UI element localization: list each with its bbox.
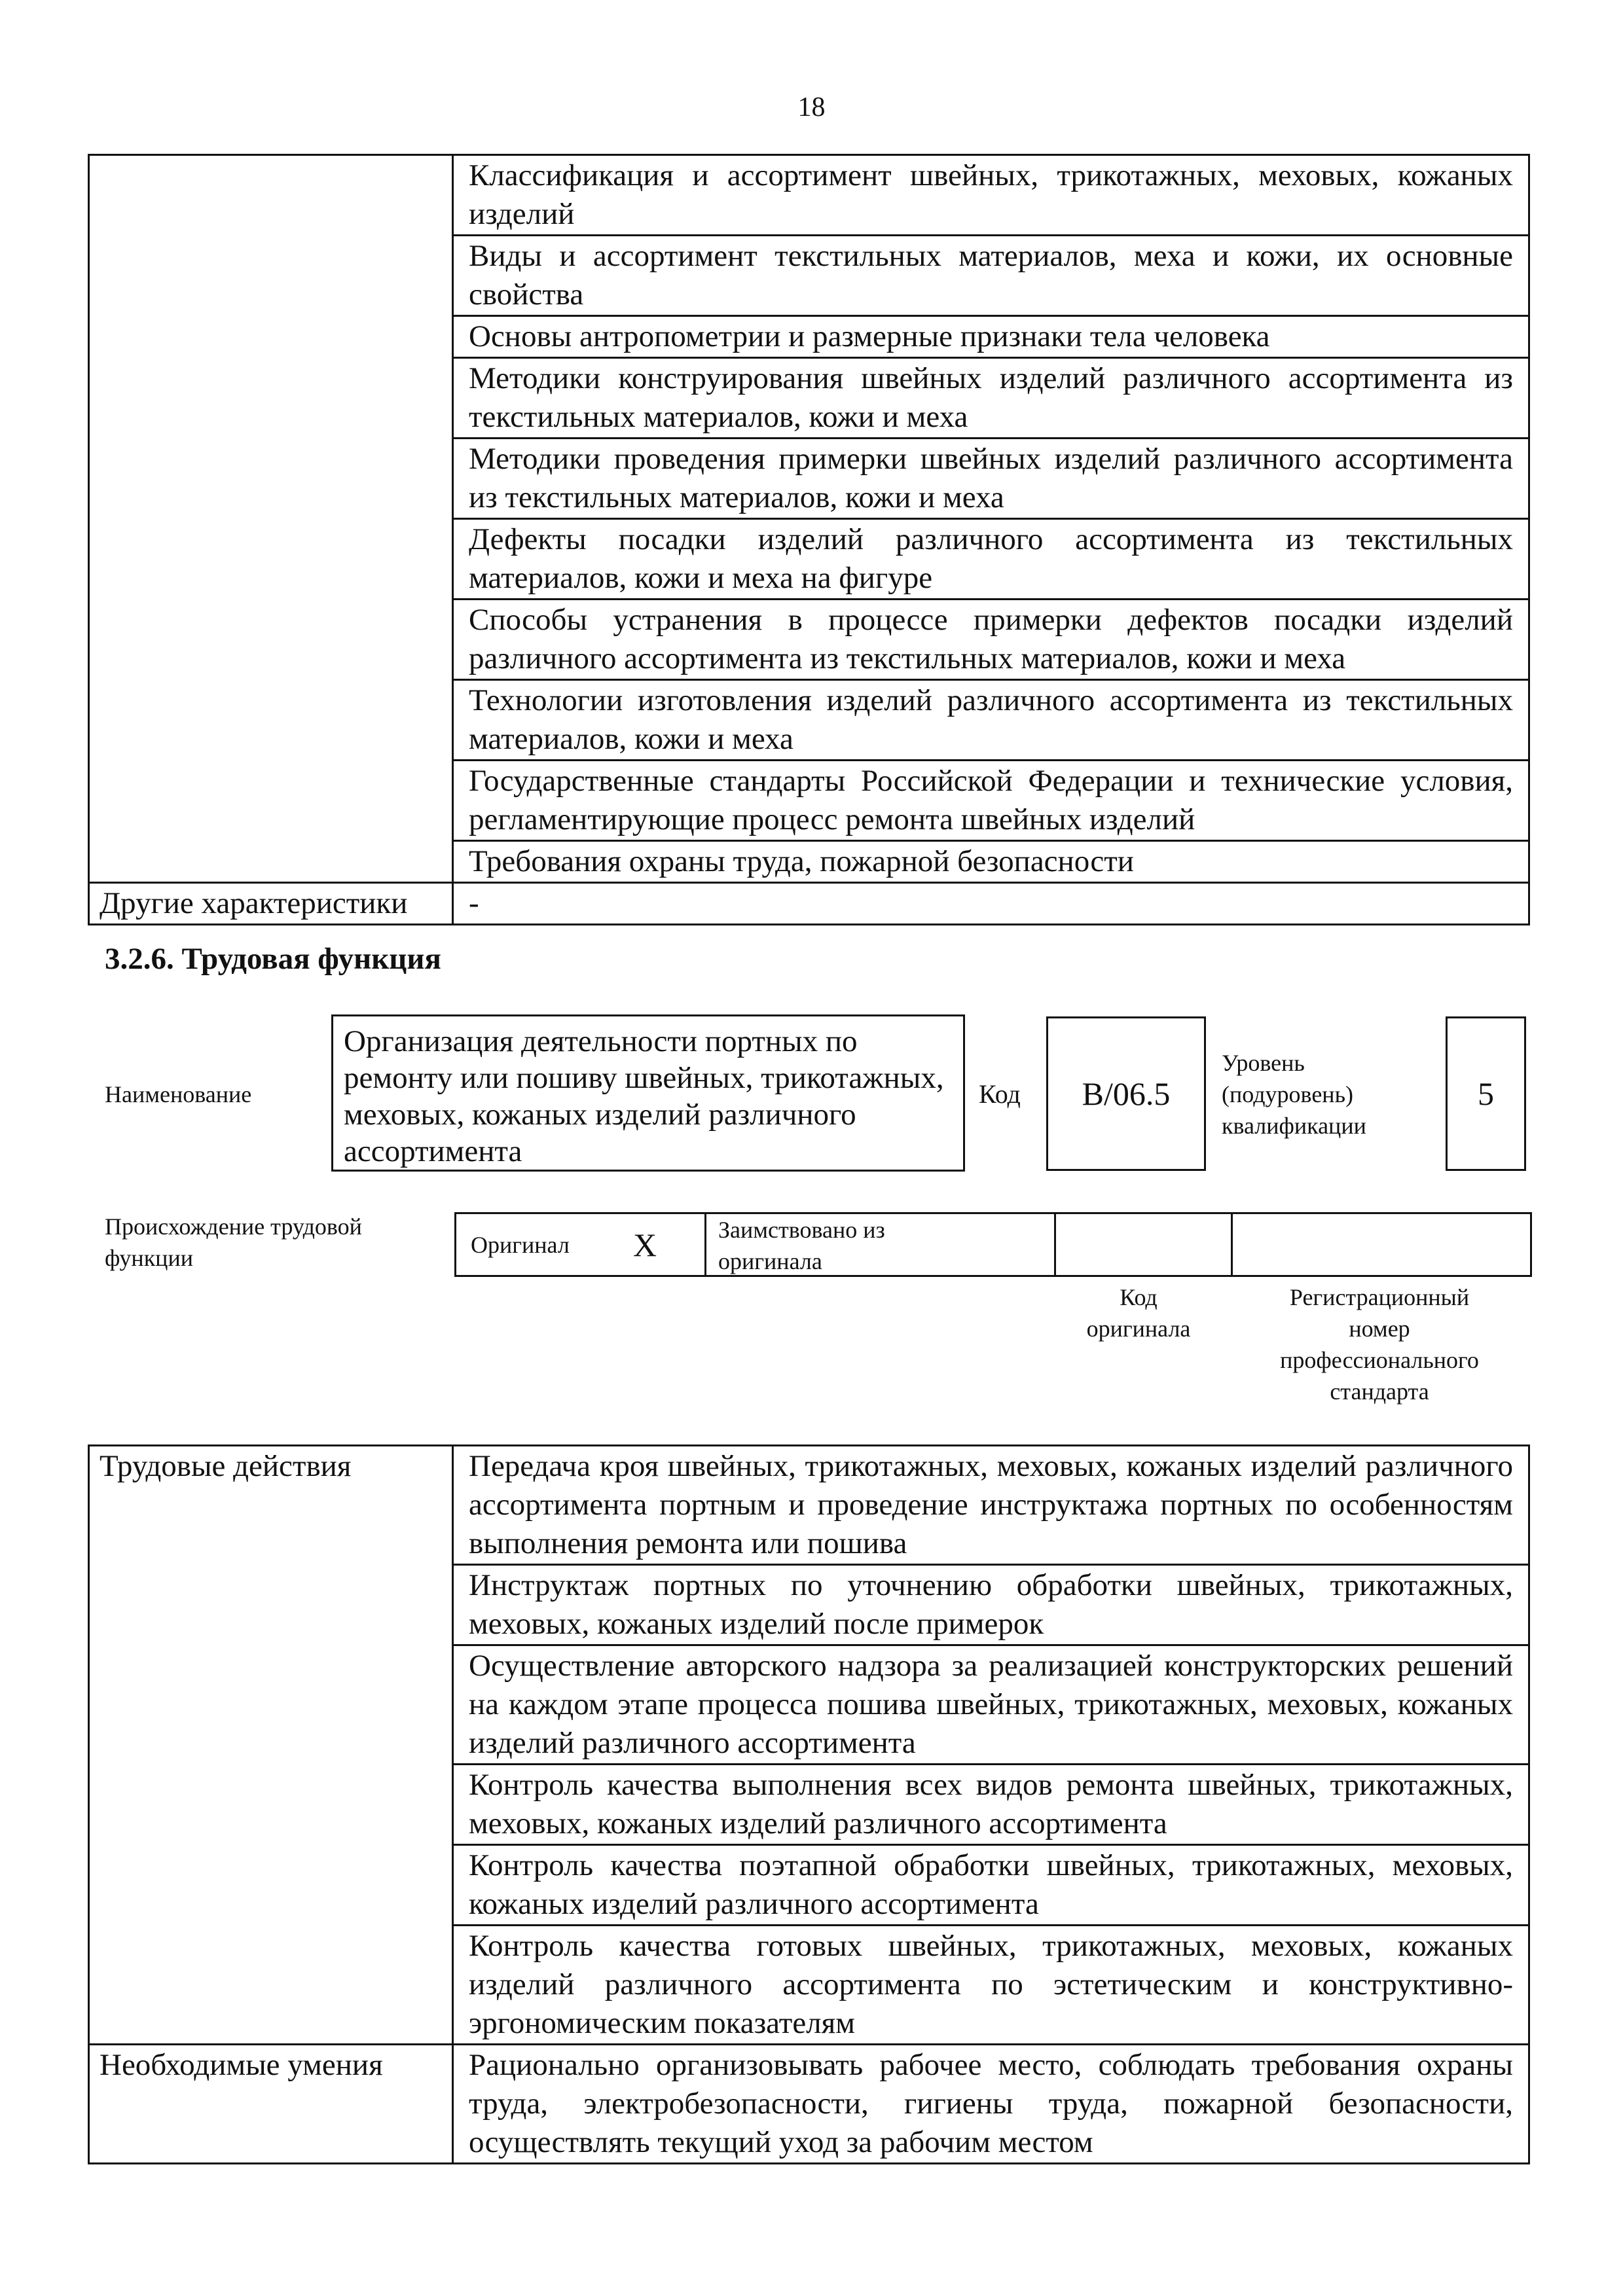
original-mark: X xyxy=(633,1227,657,1263)
original-cell xyxy=(456,1214,706,1275)
page-number: 18 xyxy=(797,92,826,122)
reg-number-note xyxy=(1231,1282,1528,1407)
name-label: Наименование xyxy=(105,1081,252,1107)
knowledge-table xyxy=(88,154,1530,925)
origin-label-line: функции xyxy=(105,1245,193,1271)
original-label: Оригинал xyxy=(471,1232,570,1258)
knowledge-item: Основы антропометрии и размерные признаки тела человека xyxy=(453,316,1529,358)
knowledge-left-empty-cell xyxy=(89,155,453,883)
borrowed-label-line: Заимствовано из xyxy=(718,1217,885,1243)
reg-number-note-line: стандарта xyxy=(1330,1378,1429,1405)
origin-label xyxy=(105,1211,362,1274)
knowledge-item: Государственные стандарты Российской Федерации и технические условия, регламентирующие процесс ремонта швейных изделий xyxy=(453,761,1529,841)
action-item: Осуществление авторского надзора за реализацией конструкторских решений на каждом этапе процесса пошива швейных, трикотажных, меховых, кожаных изделий различного ассортимента xyxy=(453,1645,1529,1765)
level-label-block xyxy=(1222,1047,1366,1141)
action-item: Инструктаж портных по уточнению обработки швейных, трикотажных, меховых, кожаных изделий после примерок xyxy=(453,1565,1529,1645)
function-name-box: Организация деятельности портных по ремонту или пошиву швейных, трикотажных, меховых, кожаных изделий различного ассортимента xyxy=(331,1014,965,1172)
reg-number-note-line: профессионального xyxy=(1280,1347,1479,1373)
level-value-box: 5 xyxy=(1446,1016,1526,1171)
action-item: Контроль качества готовых швейных, трикотажных, меховых, кожаных изделий различного ассортимента по эстетическим и конструктивно-эргономическим показателям xyxy=(453,1926,1529,2045)
knowledge-item: Технологии изготовления изделий различного ассортимента из текстильных материалов, кожи и меха xyxy=(453,680,1529,761)
action-item: Передача кроя швейных, трикотажных, меховых, кожаных изделий различного ассортимента портным и проведение инструктажа портных по особенностям выполнения ремонта или пошива xyxy=(453,1446,1529,1565)
code-original-cell xyxy=(1056,1214,1233,1275)
origin-label-line: Происхождение трудовой xyxy=(105,1213,362,1240)
other-characteristics-value: - xyxy=(453,883,1529,925)
borrowed-label xyxy=(718,1214,885,1277)
action-item: Контроль качества выполнения всех видов ремонта швейных, трикотажных, меховых, кожаных изделий различного ассортимента xyxy=(453,1765,1529,1845)
code-original-note-line: оригинала xyxy=(1086,1316,1191,1342)
other-characteristics-label: Другие характеристики xyxy=(89,883,453,925)
code-value-box: B/06.5 xyxy=(1046,1016,1206,1171)
origin-row xyxy=(454,1212,1532,1277)
code-original-note xyxy=(1050,1282,1227,1344)
borrowed-label-line: оригинала xyxy=(718,1248,822,1274)
borrowed-cell xyxy=(706,1214,1056,1275)
section-heading: 3.2.6. Трудовая функция xyxy=(105,942,441,976)
actions-label-cell: Трудовые действия xyxy=(89,1446,453,2045)
skills-label-cell: Необходимые умения xyxy=(89,2045,453,2164)
skill-item: Рационально организовывать рабочее место, соблюдать требования охраны труда, электробезопасности, гигиены труда, пожарной безопасности, осуществлять текущий уход за рабочим местом xyxy=(453,2045,1529,2164)
actions-table xyxy=(88,1444,1530,2164)
code-label: Код xyxy=(979,1079,1021,1109)
knowledge-item: Дефекты посадки изделий различного ассортимента из текстильных материалов, кожи и меха на фигуре xyxy=(453,519,1529,600)
knowledge-item: Требования охраны труда, пожарной безопасности xyxy=(453,841,1529,883)
knowledge-item: Классификация и ассортимент швейных, трикотажных, меховых, кожаных изделий xyxy=(453,155,1529,236)
knowledge-item: Методики проведения примерки швейных изделий различного ассортимента из текстильных материалов, кожи и меха xyxy=(453,439,1529,519)
code-original-note-line: Код xyxy=(1120,1284,1158,1310)
level-label-line: квалификации xyxy=(1222,1113,1366,1139)
reg-number-note-line: Регистрационный xyxy=(1289,1284,1470,1310)
reg-number-cell xyxy=(1233,1214,1530,1275)
knowledge-item: Способы устранения в процессе примерки дефектов посадки изделий различного ассортимента из текстильных материалов, кожи и меха xyxy=(453,600,1529,680)
action-item: Контроль качества поэтапной обработки швейных, трикотажных, меховых, кожаных изделий различного ассортимента xyxy=(453,1845,1529,1926)
knowledge-item: Виды и ассортимент текстильных материалов, меха и кожи, их основные свойства xyxy=(453,236,1529,316)
knowledge-item: Методики конструирования швейных изделий различного ассортимента из текстильных материалов, кожи и меха xyxy=(453,358,1529,439)
level-label-line: Уровень xyxy=(1222,1050,1305,1076)
level-label-line: (подуровень) xyxy=(1222,1081,1353,1107)
reg-number-note-line: номер xyxy=(1349,1316,1410,1342)
